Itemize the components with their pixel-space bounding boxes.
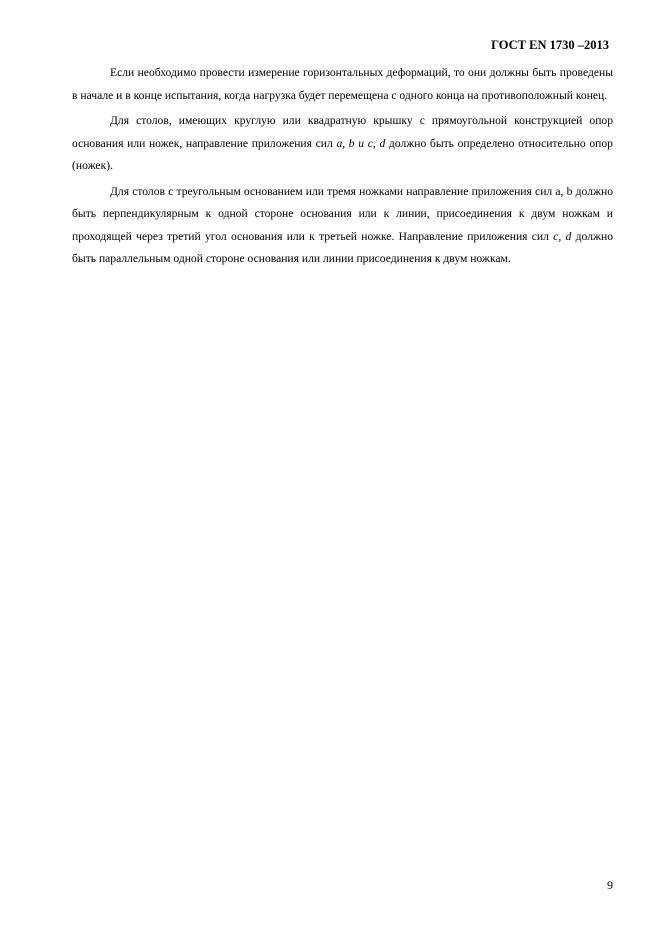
paragraph-triangular-base: [72, 181, 613, 271]
paragraph-horizontal-deformation: Если необходимо провести измерение горизонтальных деформаций, то они должны быть проведены в начале и в конце испытания, когда нагрузка будет перемещена с одного конца на противоположный конец.: [72, 66, 613, 102]
body-text: [72, 62, 613, 274]
paragraph-round-square-top: [72, 110, 613, 178]
document-code-header: ГОСТ EN 1730 –2013: [491, 38, 609, 52]
paragraph-text-before: Для столов с треугольным основанием или тремя ножками направление приложения сил a, b должно быть перпендикулярным к одной стороне основания или к линии, присоединения к двум ножкам и проходящей через третий угол основания или к третьей ножке. Направление приложения сил: [72, 184, 613, 243]
force-labels: a, b и c, d: [336, 136, 386, 150]
paragraph-text-after: должно быть определено относительно опор (ножек).: [72, 136, 613, 172]
force-labels: c, d: [553, 229, 572, 243]
paragraph-text-after: должно быть параллельным одной стороне основания или линии присоединения к двум ножкам.: [72, 229, 613, 265]
paragraph-text-before: Для столов, имеющих круглую или квадратную крышку с прямоугольной конструкцией опор основания или ножек, направление приложения сил: [72, 114, 613, 150]
page-number: 9: [607, 878, 613, 892]
